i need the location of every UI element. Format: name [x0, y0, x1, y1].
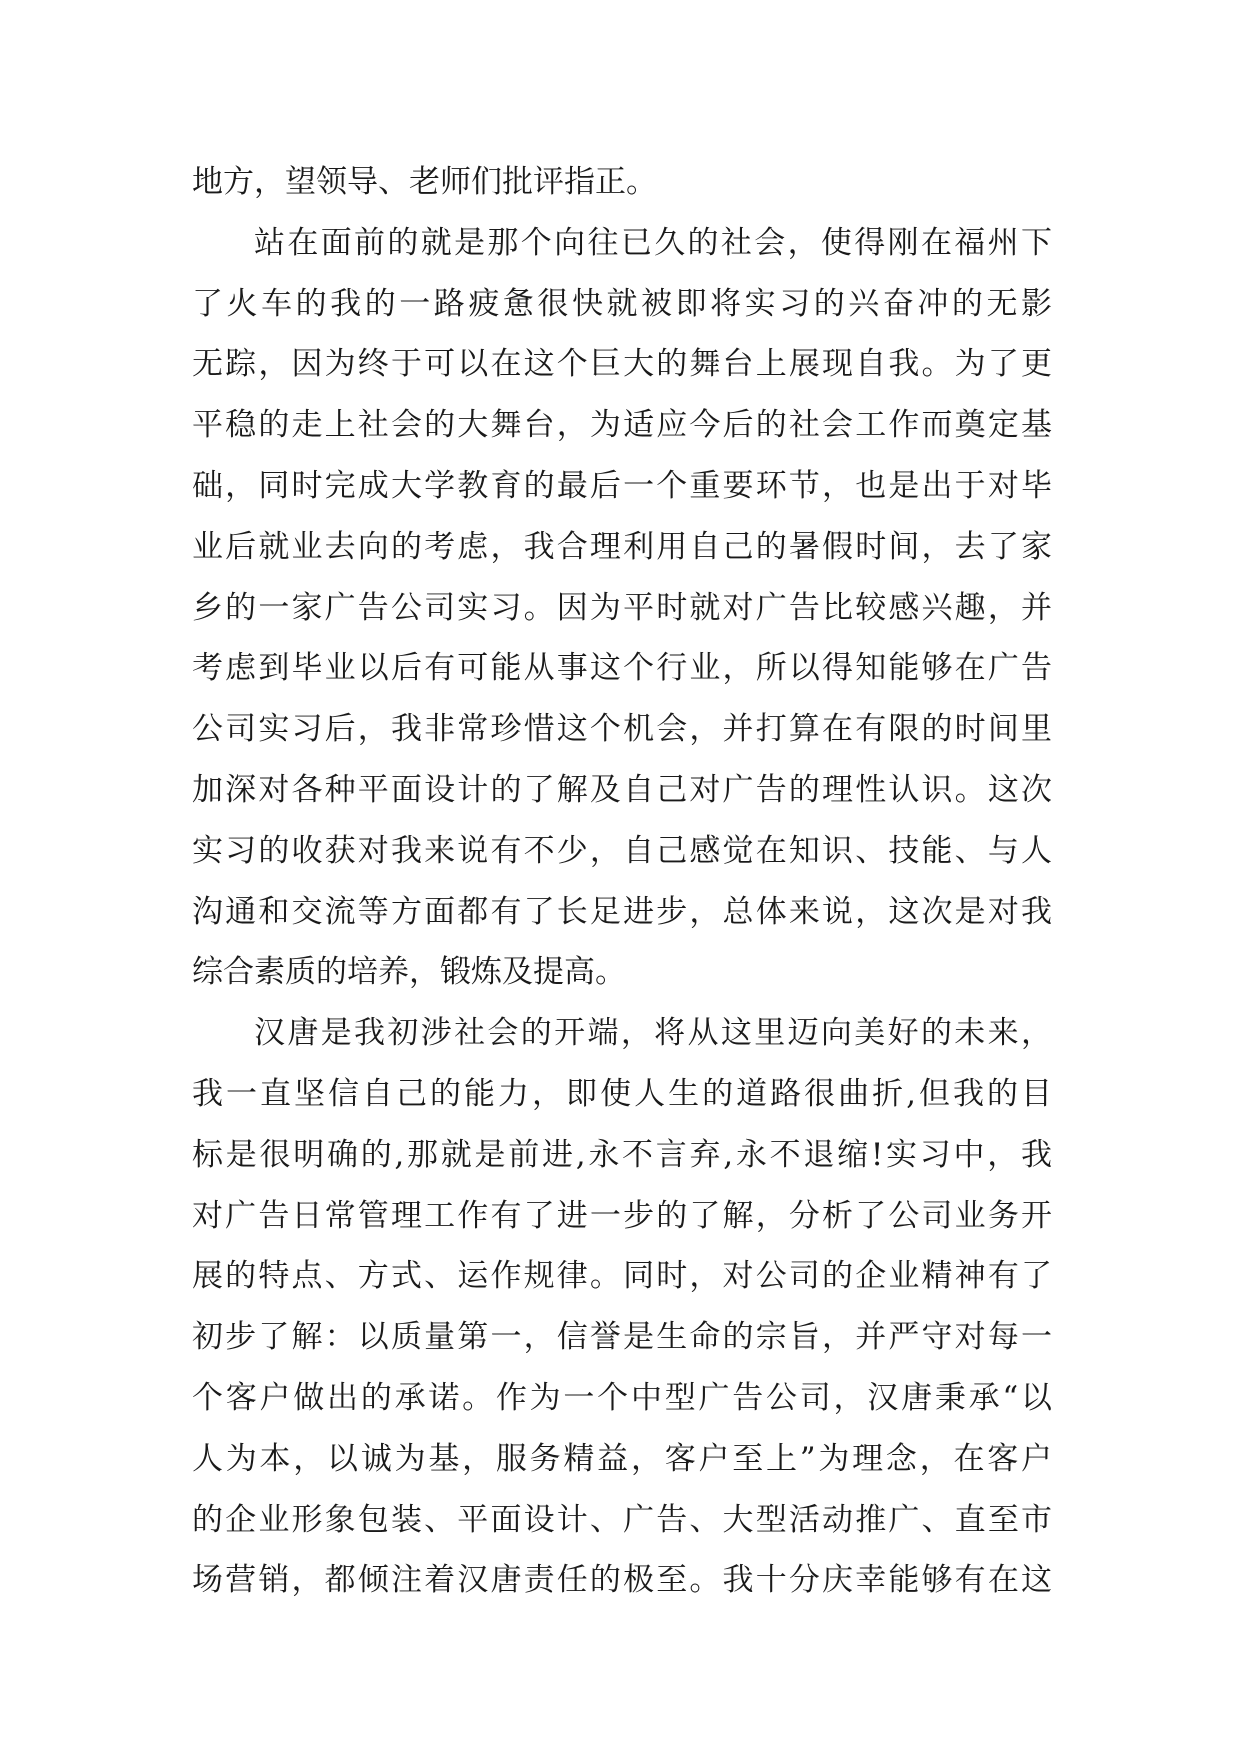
text-line: 加深对各种平面设计的了解及自己对广告的理性认识。这次 [192, 771, 1052, 808]
text-line: 地方，望领导、老师们批评指正。 [192, 164, 657, 200]
text-line: 业后就业去向的考虑，我合理利用自己的暑假时间，去了家 [192, 528, 1052, 565]
text-line: 初步了解：以质量第一，信誉是生命的宗旨，并严守对每一 [192, 1319, 1052, 1356]
paragraph [192, 152, 1052, 213]
text-line: 沟通和交流等方面都有了长足进步，总体来说，这次是对我 [192, 893, 1052, 930]
text-line: 汉唐是我初涉社会的开端，将从这里迈向美好的未来， [254, 1015, 1052, 1052]
text-line: 的企业形象包装、平面设计、广告、大型活动推广、直至市 [192, 1501, 1052, 1538]
text-line: 我一直坚信自己的能力，即使人生的道路很曲折,但我的目 [192, 1075, 1052, 1112]
text-line: 了火车的我的一路疲惫很快就被即将实习的兴奋冲的无影 [192, 285, 1052, 322]
document-body [192, 152, 1052, 1611]
text-line: 人为本，以诚为基，服务精益，客户至上”为理念，在客户 [192, 1440, 1052, 1477]
text-line: 场营销，都倾注着汉唐责任的极至。我十分庆幸能够有在这 [192, 1562, 1052, 1599]
text-line: 无踪，因为终于可以在这个巨大的舞台上展现自我。为了更 [192, 346, 1052, 383]
text-line: 础，同时完成大学教育的最后一个重要环节，也是出于对毕 [192, 467, 1052, 504]
text-line: 实习的收获对我来说有不少，自己感觉在知识、技能、与人 [192, 832, 1052, 869]
text-line: 考虑到毕业以后有可能从事这个行业，所以得知能够在广告 [192, 650, 1052, 687]
text-line: 对广告日常管理工作有了进一步的了解，分析了公司业务开 [192, 1197, 1052, 1234]
text-line: 平稳的走上社会的大舞台，为适应今后的社会工作而奠定基 [192, 407, 1052, 444]
text-line: 公司实习后，我非常珍惜这个机会，并打算在有限的时间里 [192, 711, 1052, 748]
text-line: 个客户做出的承诺。作为一个中型广告公司，汉唐秉承“以 [192, 1379, 1052, 1416]
text-line: 站在面前的就是那个向往已久的社会，使得刚在福州下 [254, 224, 1052, 261]
text-line: 乡的一家广告公司实习。因为平时就对广告比较感兴趣，并 [192, 589, 1052, 626]
text-line: 综合素质的培养，锻炼及提高。 [192, 954, 626, 991]
text-line: 展的特点、方式、运作规律。同时，对公司的企业精神有了 [192, 1258, 1052, 1295]
text-line: 标是很明确的,那就是前进,永不言弃,永不退缩!实习中，我 [192, 1136, 1052, 1173]
paragraph [192, 213, 1052, 1003]
paragraph [192, 1003, 1052, 1611]
